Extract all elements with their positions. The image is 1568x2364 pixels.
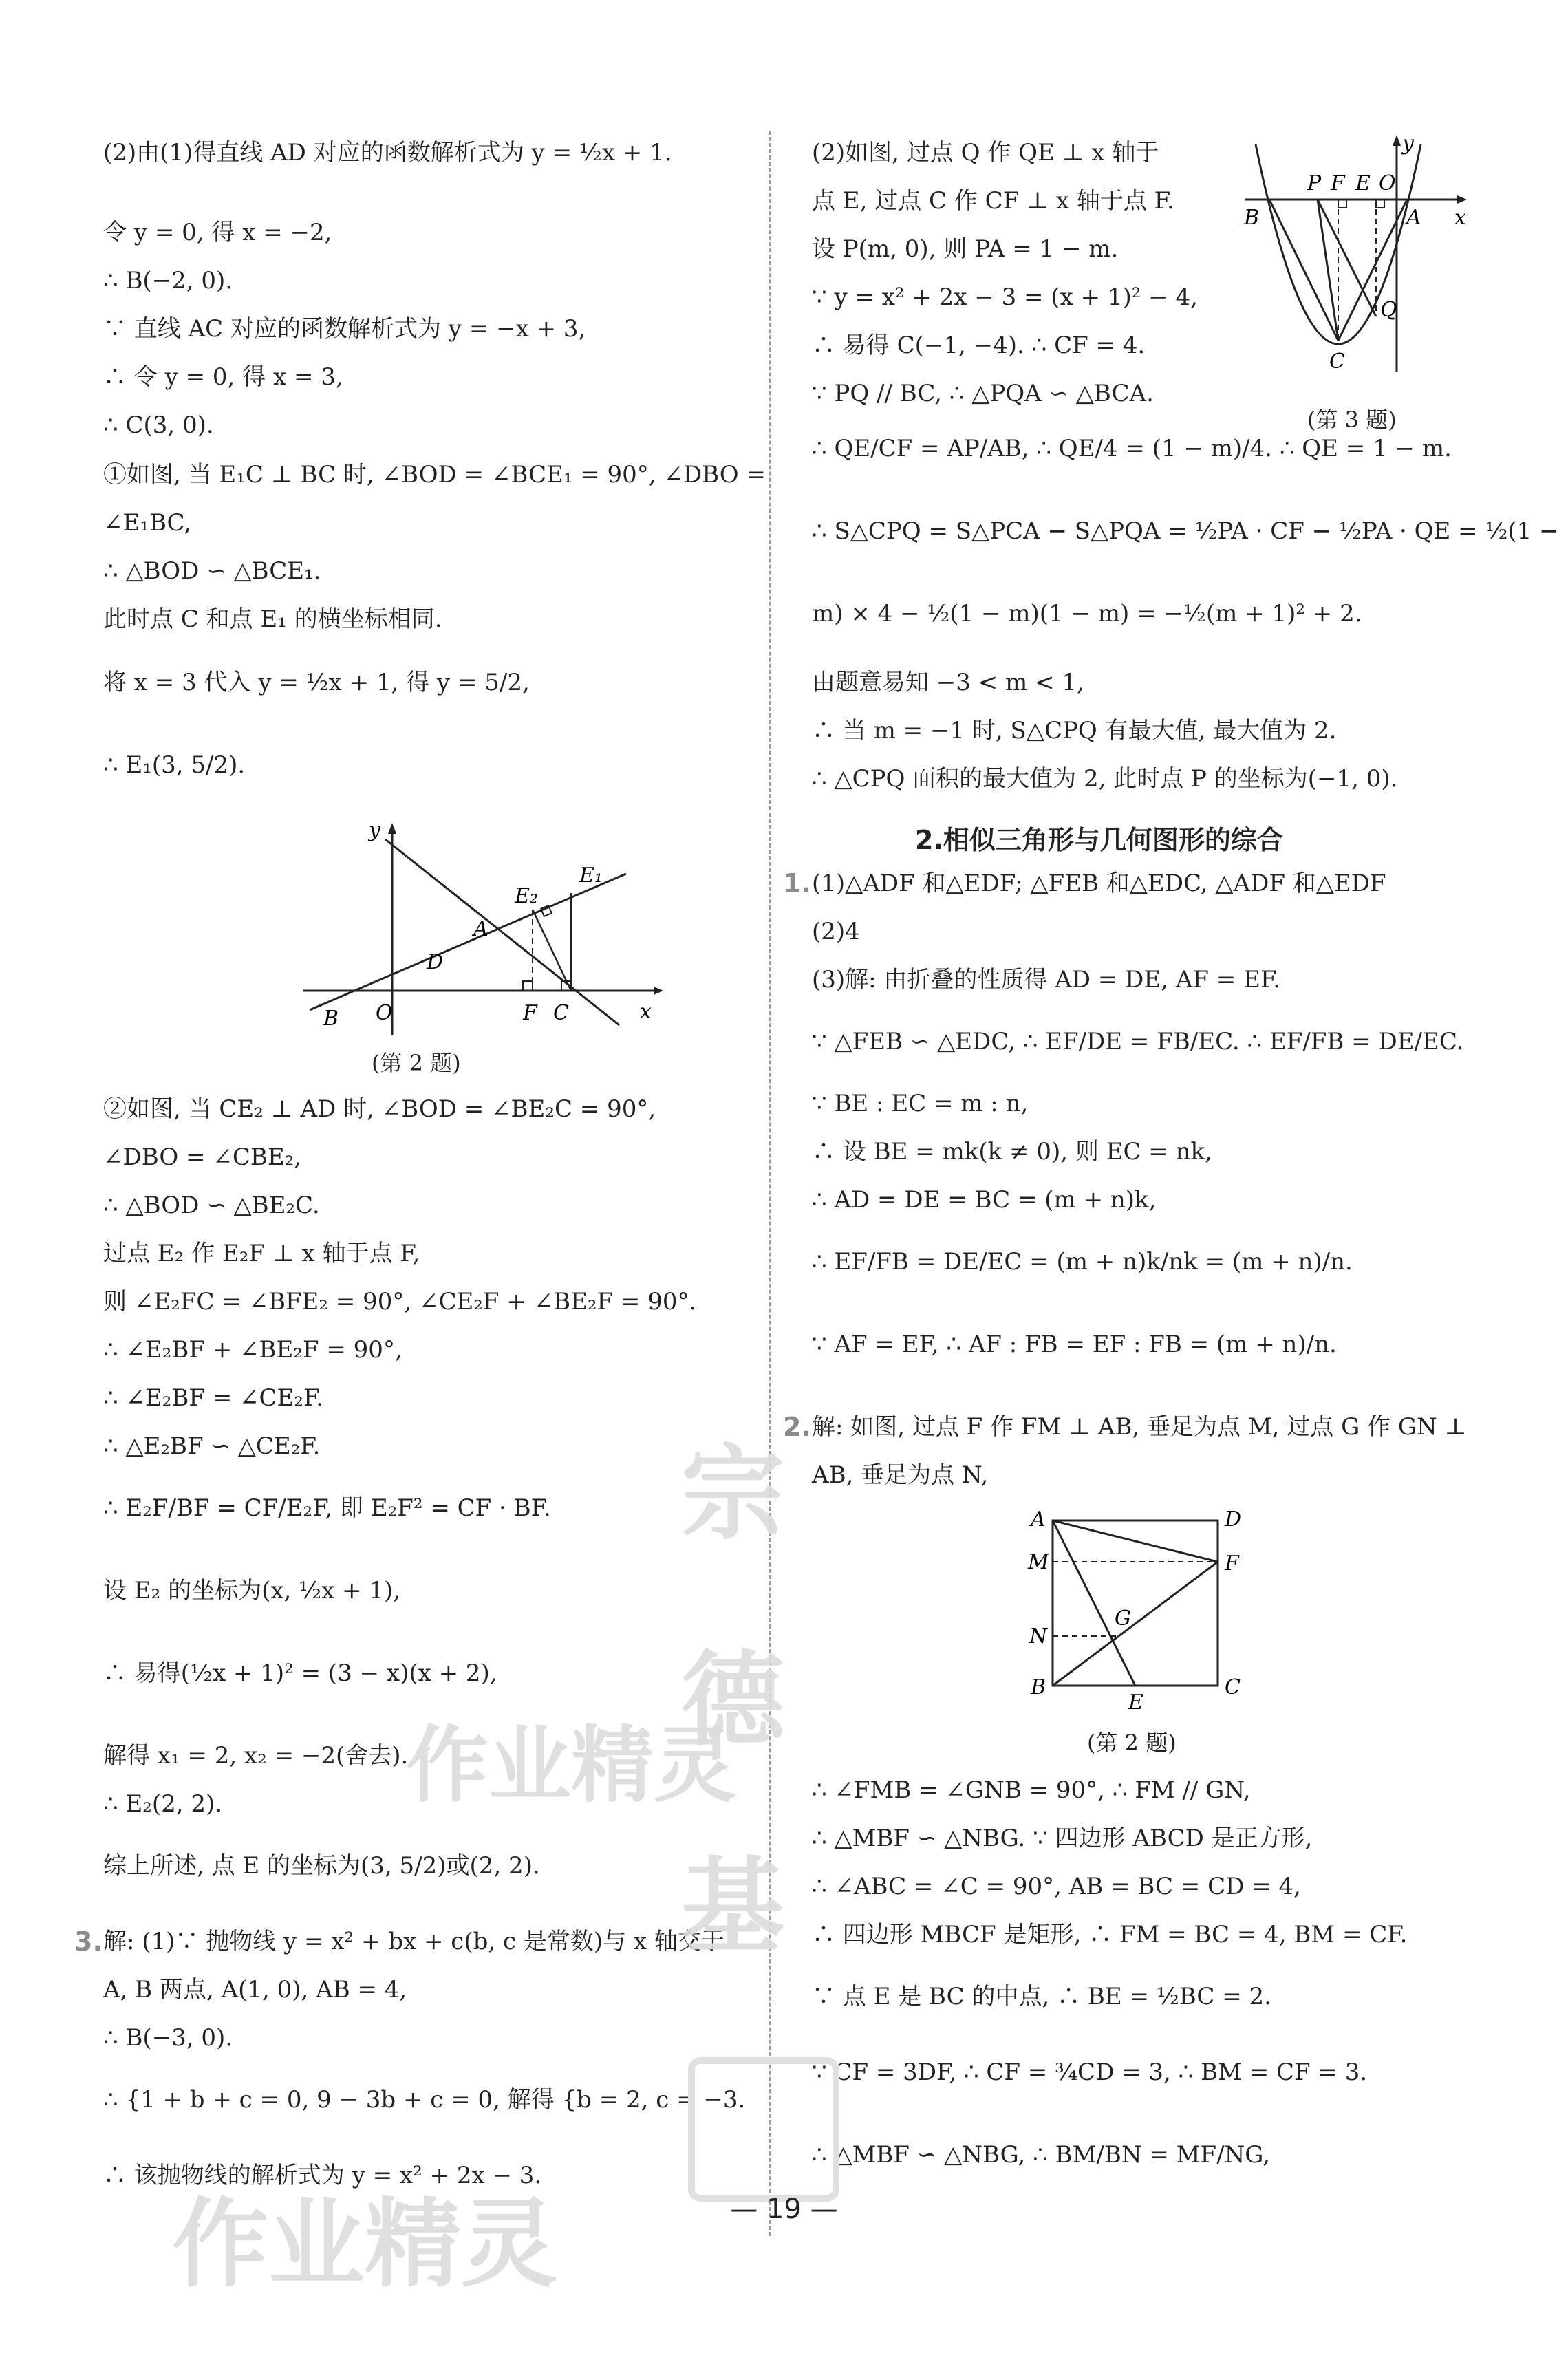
text-line: ∴ B(−2, 0). <box>103 267 233 294</box>
text-line: ∴ 当 m = −1 时, S△CPQ 有最大值, 最大值为 2. <box>812 717 1337 744</box>
label-m: M <box>1028 1550 1049 1574</box>
text-line: ∵ AF = EF, ∴ AF : FB = EF : FB = (m + n)/n. <box>812 1331 1337 1358</box>
text-line: ∴ E₁(3, 5/2). <box>103 751 246 779</box>
label-e: E <box>1355 171 1371 195</box>
figure-caption: (第 2 题) <box>1087 1730 1177 1756</box>
text-line: ∴ ∠FMB = ∠GNB = 90°, ∴ FM // GN, <box>812 1776 1251 1804</box>
label-c: C <box>1329 350 1345 374</box>
label-y: y <box>369 819 380 842</box>
question-number: 1. <box>783 868 811 899</box>
text-line: ∴ 四边形 MBCF 是矩形, ∴ FM = BC = 4, BM = CF. <box>812 1921 1408 1948</box>
y-arrow <box>1393 135 1401 146</box>
text-line: 则 ∠E₂FC = ∠BFE₂ = 90°, ∠CE₂F + ∠BE₂F = 90°. <box>103 1288 697 1315</box>
text-line: (2)由(1)得直线 AD 对应的函数解析式为 y = ½x + 1. <box>103 139 672 166</box>
label-f: F <box>1225 1551 1239 1576</box>
label-f: F <box>523 1001 537 1025</box>
label-a: A <box>1031 1507 1046 1532</box>
text-line: 设 E₂ 的坐标为(x, ½x + 1), <box>103 1577 401 1604</box>
label-x: x <box>640 1000 652 1024</box>
text-line: ∴ E₂(2, 2). <box>103 1790 223 1818</box>
label-o: O <box>1379 171 1396 195</box>
question-number: 2. <box>783 1412 811 1442</box>
text-line: ∠E₁BC, <box>103 509 192 537</box>
text-line: ∵ y = x² + 2x − 3 = (x + 1)² − 4, <box>812 283 1198 311</box>
label-p: P <box>1307 171 1322 195</box>
text-line: ∠DBO = ∠CBE₂, <box>103 1143 302 1171</box>
figure-q2-right <box>1018 1507 1252 1713</box>
label-e2: E₂ <box>515 884 538 908</box>
watermark-seal <box>688 2057 839 2202</box>
text-line: 由题意易知 −3 < m < 1, <box>812 669 1084 696</box>
text-line: ②如图, 当 CE₂ ⊥ AD 时, ∠BOD = ∠BE₂C = 90°, <box>103 1095 656 1123</box>
figure-q2-left <box>296 819 667 1039</box>
text-line: ∵ CF = 3DF, ∴ CF = ¾CD = 3, ∴ BM = CF = 3. <box>812 2059 1368 2086</box>
x-arrow <box>1457 195 1467 204</box>
text-line: ∴ S△CPQ = S△PCA − S△PQA = ½PA · CF − ½PA · QE = ½(1 − <box>812 517 1559 545</box>
right-angle-mark <box>1338 200 1346 208</box>
text-line: ∴ △E₂BF ∽ △CE₂F. <box>103 1432 321 1460</box>
text-line: ∵ 直线 AC 对应的函数解析式为 y = −x + 3, <box>103 315 586 343</box>
square-abcd <box>1053 1521 1218 1686</box>
text-line: m) × 4 − ½(1 − m)(1 − m) = −½(m + 1)² + 2. <box>812 600 1362 627</box>
text-line: 令 y = 0, 得 x = −2, <box>103 219 332 246</box>
figure-caption: (第 3 题) <box>1307 407 1397 433</box>
watermark-text: 作业精灵 <box>172 2189 558 2301</box>
text-line: AB, 垂足为点 N, <box>812 1461 989 1489</box>
label-o: O <box>376 1001 393 1025</box>
figure-q3 <box>1238 131 1472 392</box>
text-line: 解: (1)∵ 抛物线 y = x² + bx + c(b, c 是常数)与 x 轴交于 <box>103 1928 724 1955</box>
text-line: ①如图, 当 E₁C ⊥ BC 时, ∠BOD = ∠BCE₁ = 90°, ∠DBO = <box>103 461 766 488</box>
watermark-text: 德 <box>681 1641 785 1761</box>
watermark-text: 基 <box>681 1847 785 1967</box>
text-line: ∴ 易得(½x + 1)² = (3 − x)(x + 2), <box>103 1659 497 1687</box>
label-b: B <box>323 1007 339 1031</box>
label-a: A <box>473 917 488 941</box>
x-arrow <box>654 987 663 995</box>
text-line: (2)4 <box>812 918 860 945</box>
label-n: N <box>1029 1624 1048 1648</box>
watermark-text: 宗 <box>681 1434 785 1554</box>
y-arrow <box>388 823 396 834</box>
label-f: F <box>1331 171 1345 195</box>
label-q: Q <box>1380 298 1397 322</box>
question-number: 3. <box>74 1926 103 1957</box>
text-line: ∵ PQ // BC, ∴ △PQA ∽ △BCA. <box>812 380 1154 407</box>
text-line: ∵ BE : EC = m : n, <box>812 1090 1029 1117</box>
text-line: A, B 两点, A(1, 0), AB = 4, <box>103 1976 407 2003</box>
text-line: ∴ C(3, 0). <box>103 411 214 439</box>
right-angle-mark <box>1376 200 1384 208</box>
text-line: ∴ B(−3, 0). <box>103 2024 233 2052</box>
label-a: A <box>1406 206 1421 230</box>
segment-ae <box>1053 1521 1135 1686</box>
label-d: D <box>427 950 444 974</box>
text-line: 此时点 C 和点 E₁ 的横坐标相同. <box>103 605 442 633</box>
right-angle-mark <box>523 981 533 991</box>
text-line: (1)△ADF 和△EDF; △FEB 和△EDC, △ADF 和△EDF <box>812 870 1386 897</box>
text-line: ∵ △FEB ∽ △EDC, ∴ EF/DE = FB/EC. ∴ EF/FB = DE/EC. <box>812 1028 1464 1055</box>
text-line: ∴ △CPQ 面积的最大值为 2, 此时点 P 的坐标为(−1, 0). <box>812 765 1398 793</box>
text-line: ∴ {1 + b + c = 0, 9 − 3b + c = 0, 解得 {b = 2, c = −3. <box>103 2086 746 2114</box>
line-ad <box>310 874 626 1010</box>
segment-e2c <box>533 910 571 991</box>
figure-caption: (第 2 题) <box>372 1050 461 1076</box>
text-line: 过点 E₂ 作 E₂F ⊥ x 轴于点 F, <box>103 1240 420 1267</box>
text-line: 设 P(m, 0), 则 PA = 1 − m. <box>812 235 1119 263</box>
label-y: y <box>1402 131 1414 155</box>
label-e: E <box>1128 1690 1143 1713</box>
label-c: C <box>553 1001 569 1025</box>
label-x: x <box>1454 206 1466 230</box>
segment-af <box>1053 1521 1218 1562</box>
text-line: ∴ △MBF ∽ △NBG, ∴ BM/BN = MF/NG, <box>812 2141 1271 2169</box>
text-line: ∴ 该抛物线的解析式为 y = x² + 2x − 3. <box>103 2162 542 2189</box>
text-line: 将 x = 3 代入 y = ½x + 1, 得 y = 5/2, <box>103 669 530 696</box>
text-line: 点 E, 过点 C 作 CF ⊥ x 轴于点 F. <box>812 187 1174 215</box>
label-b: B <box>1244 206 1260 230</box>
watermark-text: 作业精灵 <box>406 1718 736 1814</box>
segment-bf <box>1053 1562 1218 1686</box>
text-line: ∴ 令 y = 0, 得 x = 3, <box>103 363 343 391</box>
page-number: — 19 — <box>730 2193 838 2225</box>
text-line: ∴ ∠ABC = ∠C = 90°, AB = BC = CD = 4, <box>812 1873 1301 1900</box>
text-line: ∴ 设 BE = mk(k ≠ 0), 则 EC = nk, <box>812 1138 1212 1165</box>
text-line: (3)解: 由折叠的性质得 AD = DE, AF = EF. <box>812 966 1281 993</box>
text-line: ∴ 易得 C(−1, −4). ∴ CF = 4. <box>812 332 1146 359</box>
text-line: ∴ EF/FB = DE/EC = (m + n)k/nk = (m + n)/n. <box>812 1248 1353 1276</box>
label-e1: E₁ <box>579 863 603 888</box>
text-line: ∴ ∠E₂BF = ∠CE₂F. <box>103 1384 324 1412</box>
text-line: 解得 x₁ = 2, x₂ = −2(舍去). <box>103 1742 409 1770</box>
text-line: ∵ 点 E 是 BC 的中点, ∴ BE = ½BC = 2. <box>812 1983 1271 2010</box>
text-line: 综上所述, 点 E 的坐标为(3, 5/2)或(2, 2). <box>103 1852 540 1880</box>
label-d: D <box>1225 1507 1242 1532</box>
section-heading: 2.相似三角形与几何图形的综合 <box>915 825 1283 855</box>
text-line: ∴ △MBF ∽ △NBG. ∵ 四边形 ABCD 是正方形, <box>812 1825 1313 1852</box>
text-line: ∴ AD = DE = BC = (m + n)k, <box>812 1186 1157 1214</box>
text-line: ∴ △BOD ∽ △BCE₁. <box>103 557 321 585</box>
text-line: (2)如图, 过点 Q 作 QE ⊥ x 轴于 <box>812 139 1159 166</box>
text-line: ∴ QE/CF = AP/AB, ∴ QE/4 = (1 − m)/4. ∴ QE = 1 − m. <box>812 435 1452 462</box>
label-b: B <box>1031 1675 1046 1699</box>
text-line: ∴ E₂F/BF = CF/E₂F, 即 E₂F² = CF · BF. <box>103 1494 551 1522</box>
text-line: 解: 如图, 过点 F 作 FM ⊥ AB, 垂足为点 M, 过点 G 作 GN ⊥ <box>812 1413 1467 1441</box>
text-line: ∴ △BOD ∽ △BE₂C. <box>103 1192 320 1219</box>
label-g: G <box>1115 1607 1131 1631</box>
text-line: ∴ ∠E₂BF + ∠BE₂F = 90°, <box>103 1336 402 1364</box>
label-c: C <box>1225 1675 1241 1699</box>
